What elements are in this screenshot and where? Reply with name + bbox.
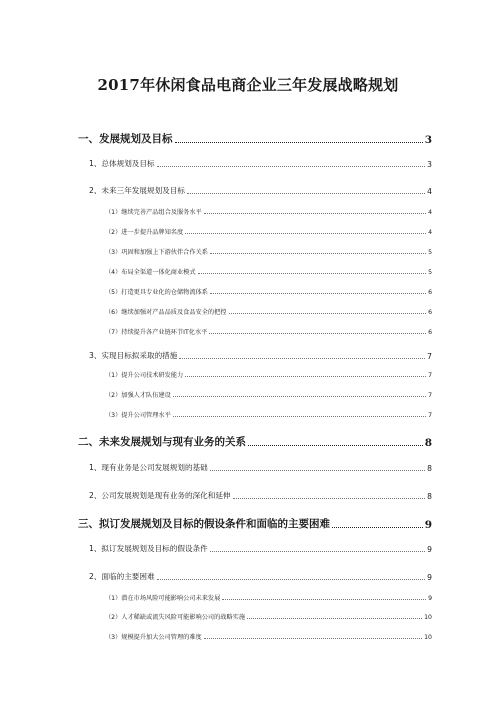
toc-entry-text: 2、公司发展规划是现有业务的深化和延伸: [89, 491, 231, 500]
toc-entry-text: 2、面临的主要困难: [89, 572, 155, 581]
toc-entry-text: 一、发展规划及目标: [78, 133, 173, 145]
dot-leader: [204, 638, 422, 639]
toc-entry-level3[interactable]: [105, 612, 432, 621]
toc-entry-text: （5）打造更具专业化的仓储物流体系: [105, 289, 208, 296]
toc-entry-text: 2、未来三年发展规划及目标: [89, 186, 185, 195]
toc-entry-level2[interactable]: [89, 462, 432, 473]
toc-page-number: 9: [427, 545, 432, 554]
toc-page-number: 3: [424, 134, 432, 146]
toc-entry-level3[interactable]: [105, 247, 432, 256]
toc-page-number: 7: [428, 412, 432, 419]
toc-page-number: 7: [428, 372, 432, 379]
toc-entry-text: （1）潜在市场风险可能影响公司未来发展: [105, 595, 221, 602]
toc-page-number: 7: [427, 352, 432, 361]
toc-entry-level2[interactable]: [89, 543, 432, 554]
dot-leader: [185, 233, 426, 234]
toc-entry-level3[interactable]: [105, 370, 432, 379]
dot-leader: [210, 253, 426, 254]
toc-entry-text: 二、未来发展规划与现有业务的关系: [78, 436, 246, 448]
toc-page-number: 10: [424, 614, 432, 621]
toc-entry-text: （7）持续提升各产业链环节IT化水平: [105, 329, 208, 336]
toc-page-number: 8: [427, 464, 432, 473]
dot-leader: [173, 396, 426, 397]
toc-entry-level1[interactable]: [78, 516, 432, 531]
toc-entry-text: （2）进一步提升品牌知名度: [105, 229, 184, 236]
toc-entry-level2[interactable]: [89, 158, 432, 169]
dot-leader: [210, 551, 425, 552]
dot-leader: [229, 313, 427, 314]
dot-leader: [209, 333, 426, 334]
dot-leader: [175, 142, 423, 143]
toc-entry-text: 1、总体规划及目标: [89, 159, 155, 168]
dot-leader: [233, 498, 426, 499]
toc-page-number: 4: [428, 209, 432, 216]
toc-entry-text: （2）加强人才队伍建设: [105, 392, 171, 399]
toc-entry-level3[interactable]: [105, 327, 432, 336]
toc-entry-level3[interactable]: [105, 227, 432, 236]
toc-page-number: 6: [428, 309, 432, 316]
toc-entry-level1[interactable]: [78, 131, 432, 146]
dot-leader: [332, 527, 423, 528]
toc-page-number: 9: [424, 519, 432, 531]
toc-page-number: 8: [424, 437, 432, 449]
dot-leader: [222, 599, 426, 600]
toc-page-number: 7: [428, 392, 432, 399]
toc-page-number: 6: [428, 289, 432, 296]
toc-page-number: 10: [424, 634, 432, 641]
toc-page-number: 3: [427, 160, 432, 169]
toc-entry-level2[interactable]: [89, 350, 432, 361]
toc-page-number: 5: [428, 249, 432, 256]
dot-leader: [210, 470, 425, 471]
toc-entry-level3[interactable]: [105, 207, 432, 216]
dot-leader: [198, 273, 427, 274]
dot-leader: [247, 618, 422, 619]
toc-entry-level3[interactable]: [105, 287, 432, 296]
toc-entry-level3[interactable]: [105, 593, 432, 602]
dot-leader: [204, 213, 426, 214]
toc-entry-text: （4）布局全渠道一体化商业模式: [105, 269, 196, 276]
dot-leader: [187, 193, 425, 194]
toc-entry-text: 1、现有业务是公司发展规划的基础: [89, 463, 208, 472]
toc-entry-text: （1）继续完善产品组合及服务水平: [105, 209, 202, 216]
toc-entry-level3[interactable]: [105, 410, 432, 419]
dot-leader: [248, 445, 423, 446]
dot-leader: [157, 166, 426, 167]
toc-entry-text: （3）提升公司管理水平: [105, 412, 171, 419]
toc-entry-text: 三、拟订发展规划及目标的假设条件和面临的主要困难: [78, 518, 330, 530]
toc-entry-text: （6）继续加强对产品品质及食品安全的把控: [105, 309, 227, 316]
document-title: 2017年休闲食品电商企业三年发展战略规划: [97, 76, 399, 94]
toc-entry-text: （3）规模提升加大公司管理的难度: [105, 634, 202, 641]
toc-entry-text: （1）提升公司技术研发能力: [105, 372, 184, 379]
toc-entry-level2[interactable]: [89, 571, 432, 582]
toc-page-number: 5: [428, 269, 432, 276]
toc-page-number: 8: [427, 492, 432, 501]
toc-entry-level1[interactable]: [78, 434, 432, 449]
toc-entry-text: 3、实现目标拟采取的措施: [89, 351, 178, 360]
toc-entry-level2[interactable]: [89, 185, 432, 196]
toc-page-number: 4: [427, 187, 432, 196]
toc-entry-text: （3）巩固和加强上下游伙伴合作关系: [105, 249, 208, 256]
dot-leader: [179, 358, 425, 359]
toc-entry-text: 1、拟订发展规划及目标的假设条件: [89, 544, 208, 553]
toc-entry-level3[interactable]: [105, 390, 432, 399]
toc-entry-level3[interactable]: [105, 632, 432, 641]
toc-entry-level3[interactable]: [105, 307, 432, 316]
dot-leader: [173, 416, 426, 417]
toc-entry-text: （2）人才稀缺或流失风险可能影响公司的战略实施: [105, 614, 246, 621]
dot-leader: [185, 376, 426, 377]
toc-entry-level2[interactable]: [89, 490, 432, 501]
toc-page-number: 9: [427, 573, 432, 582]
dot-leader: [157, 579, 426, 580]
toc-page-number: 6: [428, 329, 432, 336]
dot-leader: [210, 293, 426, 294]
toc-entry-level3[interactable]: [105, 267, 432, 276]
toc-page-number: 9: [428, 595, 432, 602]
toc-page-number: 4: [428, 229, 432, 236]
